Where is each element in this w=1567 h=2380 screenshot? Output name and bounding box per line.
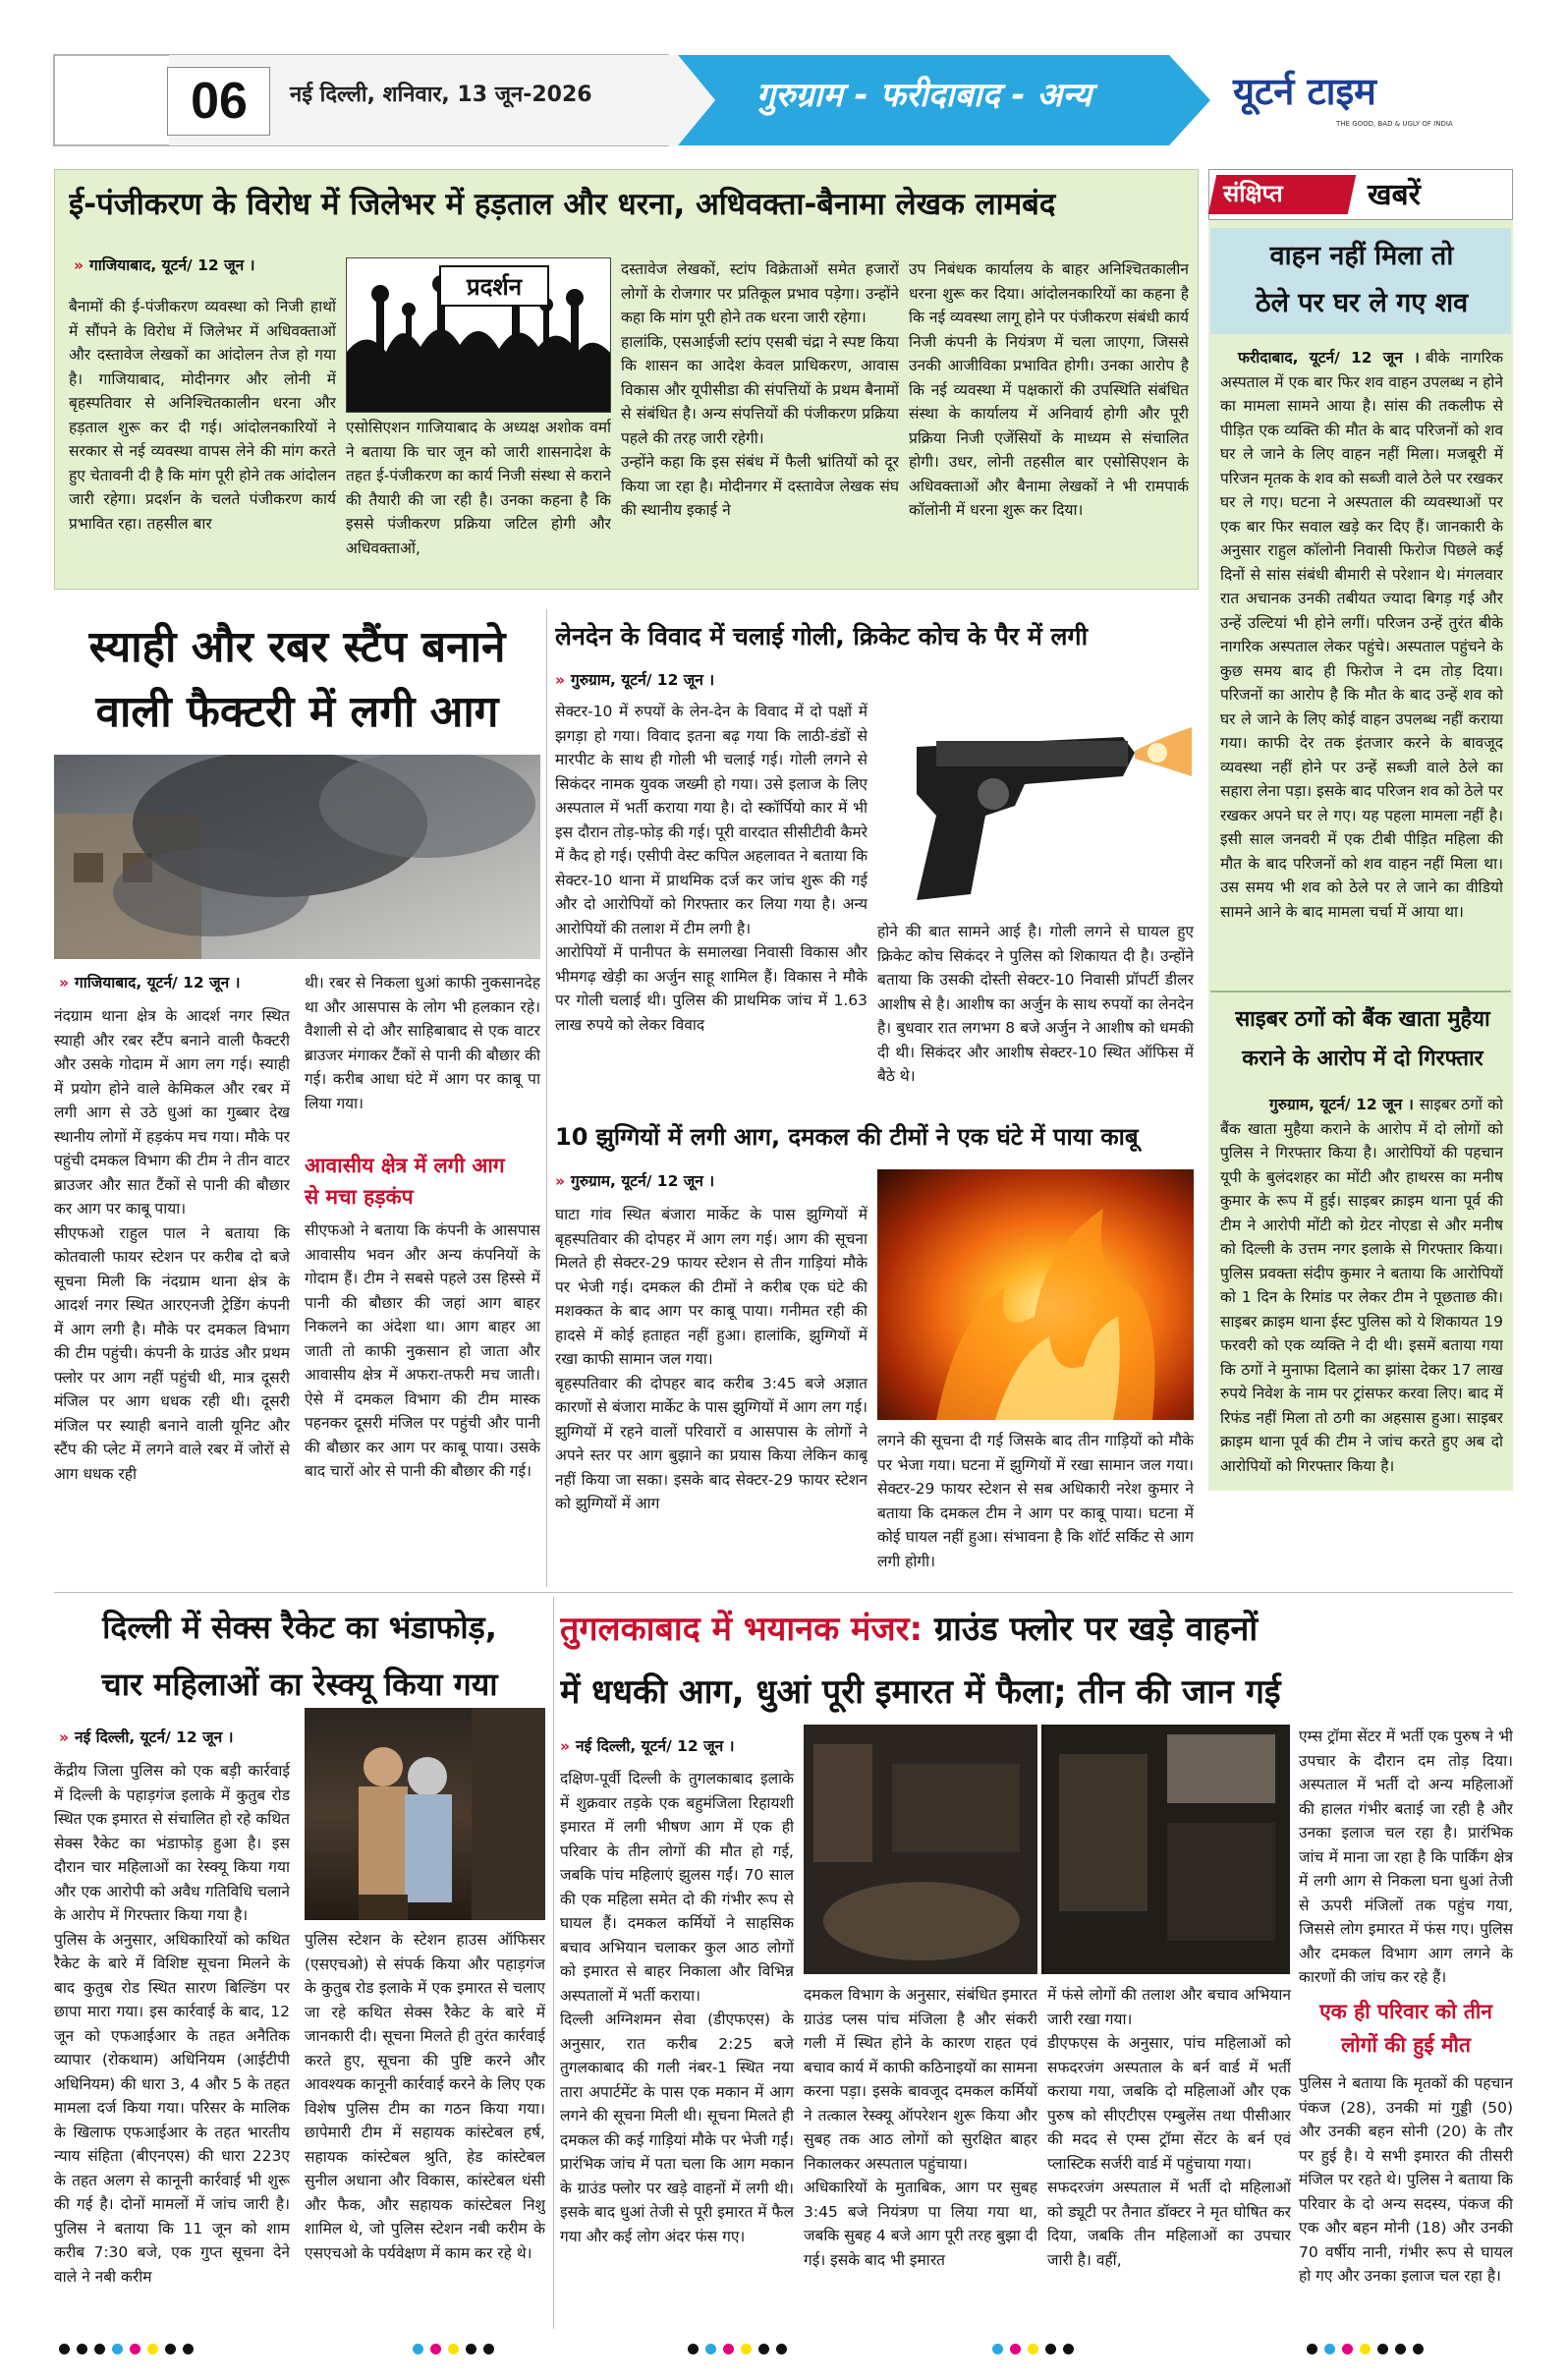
shooting-col2: होने की बात सामने आई है। गोली लगने से घायल हुए क्रिकेट कोच सिकंदर ने पुलिस को शिकायत दी है। उन्होंने बताया कि उसकी दोस्ती सेक्टर-10 निवासी प्रॉपर्टी डीलर आशीष से है। आशीष का अर्जुन के साथ रुपयों का लेनदेन है। बुधवार रात लगभग 8 बजे अर्जुन ने आशीष को धमकी दी थी। सिकंदर और आशीष सेक्टर-10 स्थित ऑफिस में बैठे थे।	[877, 923, 1194, 1085]
racket-col1: केंद्रीय जिला पुलिस को एक बड़ी कार्रवाई में दिल्ली के पहाड़गंज इलाके में कुतुब रोड स्थित एक इमारत से संचालित हो रहे कथित सेक्स रैकेट का भंडाफोड़ हुआ है। इस दौरान चार महिलाओं का रेस्क्यू किया गया और एक आरोपी को अवैध गतिविधि चलाने के आरोप में गिरफ्तार किया गया है। पुलिस के अनुसार, अधिकारियों को कथित रैकेट के बारे में विशिष्ट सूचना मिलने के बाद कुतुब रोड स्थित सारण बिल्डिंग पर छापा मारा गया। इस कार्रवाई के बाद, 12 जून को एफआईआर के तहत अनैतिक व्यापार (रोकथाम) अधिनियम (आईटीपी अधिनियम) की धारा 3, 4 और 5 के तहत मामला दर्ज किया गया। परिसर के मालिक के खिलाफ एफआईआर के तहत भारतीय न्याय संहिता (बीएनएस) की धारा 223ए के तहत अलग से कानूनी कार्रवाई भी शुरू की गई है। दोनों मामलों में जांच जारी है। पुलिस ने बताया कि 11 जून को शाम करीब 7:30 बजे, एक गुप्त सूचना देने वाले ने नबी करीम	[54, 1762, 290, 2286]
tughlakabad-col4: एम्स ट्रॉमा सेंटर में भर्ती एक पुरुष ने भी उपचार के दौरान दम तोड़ दिया। अस्पताल में भर्ती दो अन्य महिलाओं की हालत गंभीर बताई जा रही है और उनका इलाज चल रहा है। प्रारंभिक जांच में माना जा रहा है कि पार्किंग क्षेत्र में लगी आग से निकला घना धुआं तेजी से ऊपरी मंजिलों तक पहुंच गया, जिससे लोग इमारत में फंस गए। पुलिस और दमकल विभाग आग लगने के कारणों की जांच कर रहे हैं।	[1299, 1728, 1513, 1986]
tughlakabad-col3: में फंसे लोगों की तलाश और बचाव अभियान जारी रखा गया। डीएफएस के अनुसार, पांच महिलाओं को सफदरजंग अस्पताल के बर्न वार्ड में भर्ती कराया गया, जबकि दो महिलाओं और एक पुरुष को सीएटीएस एम्बुलेंस तथा पीसीआर की मदद से एम्स ट्रॉमा सेंटर के बर्न एवं प्लास्टिक सर्जरी वार्ड में पहुंचाया गया। सफदरजंग अस्पताल में भर्ती दो महिलाओं को ड्यूटी पर तैनात डॉक्टर ने मृत घोषित कर दिया, जबकि तीन महिलाओं का उपचार जारी है। वहीं,	[1047, 1986, 1291, 2269]
brief2-headline-line2: कराने के आरोप में दो गिरफ्तार	[1242, 1047, 1483, 1071]
brief2-headline-line1: साइबर ठगों को बैंक खाता मुहैया	[1235, 1007, 1490, 1032]
dateline-text: गाजियाबाद, यूटर्न/ 12 जून ।	[75, 974, 241, 992]
factory-fire-col2: थी। रबर से निकला धुआं काफी नुकसानदेह था और आसपास के लोग भी हलकान रहे। वैशाली से दो और साहिबाबाद से एक वाटर ब्राउजर मंगाकर टैंकों से पानी की बौछार की गई। करीब आधा घंटे में आग पर काबू पा लिया गया।	[305, 974, 540, 1112]
dateline-text: नई दिल्ली, यूटर्न/ 12 जून ।	[75, 1728, 234, 1746]
dateline-text: नई दिल्ली, यूटर्न/ 12 जून ।	[576, 1737, 735, 1755]
top-story-col4: उप निबंधक कार्यालय के बाहर अनिश्चितकालीन धरना शुरू कर दिया। आंदोलनकारियों का कहना है कि नई व्यवस्था लागू होने पर पंजीकरण संबंधी कार्य निजी कंपनी के नियंत्रण में चला जाएगा, जिससे उनकी आजीविका प्रभावित होगी। उनका आरोप है कि नई व्यवस्था में पक्षकारों की उपस्थिति संबंधित संस्था के कार्यालय में अनिवार्य होगी और पूरी प्रक्रिया निजी एजेंसियों के माध्यम से संचालित होगी। उधर, लोनी तहसील बार एसोसिएशन के अधिवक्ताओं और बैनामा लेखकों ने भी रामपार्क कॉलोनी में धरना शुरू कर दिया।	[909, 260, 1189, 519]
section-divider	[54, 1592, 1513, 1593]
dateline-text: गुरुग्राम, यूटर्न/ 12 जून ।	[571, 671, 715, 689]
factory-smoke-photo	[54, 755, 540, 959]
top-story-dateline	[74, 254, 254, 275]
top-story-col3: दस्तावेज लेखकों, स्टांप विक्रेताओं समेत हजारों लोगों के रोजगार पर प्रतिकूल प्रभाव पड़ेगा। उन्होंने कहा कि मांग पूरी होने तक धरना जारी रहेगा। हालांकि, एसआईजी स्टांप एसबी चंद्रा ने स्पष्ट किया कि शासन का आदेश केवल प्राधिकरण, आवास विकास और यूपीसीडा की संपत्तियों के प्रथम बैनामों से संबंधित है। अन्य संपत्तियों की पंजीकरण प्रक्रिया पहले की तरह जारी रहेगी। उन्होंने कहा कि इस संबंध में फैली भ्रांतियों को दूर किया जा रहा है। मोदीनगर में दस्तावेज लेखक संघ की स्थानीय इकाई ने	[621, 260, 899, 519]
slum-fire-col2: लगने की सूचना दी गई जिसके बाद तीन गाड़ियों को मौके पर भेजा गया। घटना में झुग्गियों में रखा सामान जल गया। सेक्टर-29 फायर स्टेशन से सब अधिकारी नरेश कुमार ने बताया कि दमकल टीम ने आग पर काबू पाया। घटना में कोई घायल नहीं हुआ। संभावना है कि शॉर्ट सर्किट से आग लगी होगी।	[877, 1432, 1194, 1570]
page-number: 06	[191, 73, 248, 130]
fire-photo	[877, 1169, 1194, 1420]
dateline-text: गुरुग्राम, यूटर्न/ 12 जून ।	[571, 1172, 715, 1190]
factory-fire-subhead-line2: से मचा हड़कंप	[305, 1185, 414, 1209]
racket-headline-line2: चार महिलाओं का रेस्क्यू किया गया	[101, 1666, 498, 1703]
color-registration-marks	[992, 2344, 1074, 2354]
dateline-marker-icon: »	[555, 671, 566, 689]
shooting-col1: सेक्टर-10 में रुपयों के लेन-देन के विवाद में दो पक्षों में झगड़ा हो गया। विवाद इतना बढ़ गया कि लाठी-डंडों से मारपीट के साथ ही गोली भी चलाई गई। गोली लगने से सिकंदर नामक युवक जख्मी हो गया। उसे इलाज के लिए अस्पताल में भर्ती कराया गया है। दो स्कॉर्पियो कार में भी इस दौरान तोड़-फोड़ की गई। पूरी वारदात सीसीटीवी कैमरे में कैद हो गई। एसीपी वेस्ट कपिल अहलावत ने बताया कि सेक्टर-10 थाना में प्राथमिक दर्ज कर जांच शुरू की गई और दो आरोपियों को गिरफ्तार कर लिया गया है। अन्य आरोपियों की तलाश में टीम लगी है। आरोपियों में पानीपत के समालखा निवासी विकास और भीमगढ़ खेड़ी का अर्जुन साहू शामिल हैं। विकास ने मौके पर गोली चलाई थी। पुलिस की प्राथमिक जांच में 1.63 लाख रुपये को लेकर विवाद	[555, 703, 867, 1034]
racket-headline-line1: दिल्ली में सेक्स रैकेट का भंडाफोड़,	[102, 1609, 497, 1646]
top-story-col2: एसोसिएशन गाजियाबाद के अध्यक्ष अशोक वर्मा ने बताया कि चार जून को जारी शासनादेश के तहत ई-पंजीकरण का कार्य निजी संस्था से कराने की तैयारी की जा रही है। उनका कहना है कि इससे पंजीकरण प्रक्रिया जटिल होगी और अधिवक्ताओं,	[346, 419, 611, 557]
tughlakabad-subhead-line2: लोगों की हुई मौत	[1341, 2033, 1471, 2057]
protest-illustration	[346, 257, 611, 413]
brief2-dateline: गुरुग्राम, यूटर्न/ 12 जून ।	[1269, 1096, 1414, 1113]
slum-fire-col1: घाटा गांव स्थित बंजारा मार्केट के पास झुग्गियों में बृहस्पतिवार की दोपहर में आग लग गई। आग की सूचना मिलते ही सेक्टर-29 फायर स्टेशन से तीन गाड़ियां मौके पर भेजी गई। दमकल की टीमों ने करीब एक घंटे की मशक्कत के बाद आग पर काबू पाया। गनीमत रही की हादसे में कोई हताहत नहीं हुआ। हालांकि, झुग्गियों में रखा काफी सामान जल गया। बृहस्पतिवार की दोपहर बाद करीब 3:45 बजे अज्ञात कारणों से बंजारा मार्केट के पास झुग्गियों में आग लग गई। झुग्गियों में रहने वालों परिवारों व आसपास के लोगों ने अपने स्तर पर आग बुझाने का प्रयास किया लेकिन काबू नहीं किया जा सका। इसके बाद सेक्टर-29 फायर स्टेशन को झुग्गियों में आग	[555, 1206, 867, 1512]
burnt-building-graphic	[804, 1725, 1290, 1974]
brief1-headline-line1: वाहन नहीं मिला तो	[1269, 241, 1454, 271]
dateline-marker-icon: »	[555, 1172, 566, 1190]
brief1-body	[1220, 346, 1503, 985]
brief2-body	[1220, 1093, 1503, 1486]
tughlakabad-col1: दक्षिण-पूर्वी दिल्ली के तुगलकाबाद इलाके में शुक्रवार तड़के एक बहुमंजिला रिहायशी इमारत में लगी भीषण आग में एक ही परिवार के तीन लोगों की मौत हो गई, जबकि पांच महिलाएं झुलस गईं। 70 साल की एक महिला समेत दो की गंभीर रूप से घायल हैं। दमकल कर्मियों ने साहसिक बचाव अभियान चलाकर कुल आठ लोगों को इमारत से बाहर निकाला और विभिन्न अस्पतालों में भर्ती कराया। दिल्ली अग्निशमन सेवा (डीएफएस) के अनुसार, रात करीब 2:25 बजे तुगलकाबाद की गली नंबर-1 स्थित नया तारा अपार्टमेंट के पास एक मकान में आग लगने की सूचना मिली थी। सूचना मिलते ही दमकल की कई गाड़ियां मौके पर भेजी गईं। प्रारंभिक जांच में पता चला कि आग मकान के ग्राउंड फ्लोर पर खड़े वाहनों में लगी थी। इसके बाद धुआं तेजी से पूरी इमारत में फैल गया और कई लोग अंदर फंस गए।	[560, 1770, 794, 2245]
factory-fire-headline-line2: वाली फैक्टरी में लगी आग	[95, 687, 499, 737]
color-registration-marks	[1307, 2344, 1424, 2354]
slum-fire-headline: 10 झुग्गियों में लगी आग, दमकल की टीमों ने एक घंटे में पाया काबू	[555, 1123, 1139, 1151]
brief2-text: साइबर ठगों को बैंक खाता मुहैया कराने के आरोप में दो लोगों को पुलिस ने गिरफ्तार किया है। आरोपियों की पहचान यूपी के बुलंदशहर का मोंटी और हाथरस का मनीष कुमार के रूप में हुई। साइबर क्राइम थाना पूर्व की टीम ने आरोपी मोंटी को ग्रेटर नोएडा से और मनीष को दिल्ली के उत्तम नगर इलाके से गिरफ्तार किया। पुलिस प्रवक्ता संदीप कुमार ने बताया कि आरोपियों को 1 दिन के रिमांड पर लेकर टीम ने पूछताछ की। साइबर क्राइम थाना ईस्ट पुलिस को ये शिकायत 19 फरवरी को एक व्यक्ति ने दी थी। इसमें बताया गया कि ठगों ने मुनाफा दिलाने का झांसा देकर 17 लाख रुपये निवेश के नाम पर ट्रांसफर करवा लिए। बाद में रिफंड नहीं मिला तो ठगी का अहसास हुआ। साइबर क्राइम थाना पूर्व की टीम ने जांच करते हुए अब दो आरोपियों को गिरफ्तार किया है।	[1220, 1096, 1503, 1475]
shooting-headline: लेनदेन के विवाद में चलाई गोली, क्रिकेट कोच के पैर में लगी	[555, 622, 1089, 651]
masthead-logo: यूटर्न टाइम	[1233, 70, 1376, 113]
column-rule	[546, 609, 547, 1587]
factory-fire-col2b: सीएफओ ने बताया कि कंपनी के आसपास आवासीय भवन और अन्य कंपनियों के गोदाम हैं। टीम ने सबसे पहले उस हिस्से में पानी की बौछार की जहां आग बाहर निकलने का अंदेशा था। आग बाहर आ जाती तो काफी नुकसान हो जाता और आवासीय क्षेत्र में अफरा-तफरी मच जाती। ऐसे में दमकल विभाग की टीम मास्क पहनकर दूसरी मंजिल पर पहुंची और पानी की बौछार कर आग पर काबू पाया। उसके बाद चारों ओर से पानी की बौछार की गई।	[305, 1221, 540, 1480]
dateline-marker-icon: »	[560, 1737, 571, 1755]
dateline-marker-icon: »	[59, 974, 70, 992]
factory-fire-headline-line1: स्याही और रबर स्टैंप बनाने	[88, 622, 506, 672]
masthead-tagline: THE GOOD, BAD & UGLY OF INDIA	[1336, 120, 1453, 128]
brief-divider	[1210, 991, 1511, 992]
briefs-label-a: संक्षिप्त	[1223, 180, 1283, 207]
flames-icon	[877, 1169, 1194, 1420]
racket-dateline	[59, 1726, 233, 1747]
racket-col2: पुलिस स्टेशन के स्टेशन हाउस ऑफिसर (एसएचओ) से संपर्क किया और पहाड़गंज के कुतुब रोड इलाके में एक इमारत से चलाए जा रहे कथित सेक्स रैकेट के बारे में जानकारी दी। सूचना मिलते ही तुरंत कार्रवाई करते हुए, सूचना की पुष्टि करने और आवश्यक कानूनी कार्रवाई करने के लिए एक विशेष पुलिस टीम का गठन किया गया। छापेमारी टीम में सहायक कांस्टेबल हर्ष, सहायक कांस्टेबल श्रुति, हेड कांस्टेबल सुनील अधाना और विकास, कांस्टेबल धंसी और फैक, और सहायक कांस्टेबल निशु शामिल थे, जो पुलिस स्टेशन नबी करीम के एसएचओ के पर्यवेक्षण में काम कर रहे थे।	[305, 1931, 545, 2262]
factory-fire-col1: नंदग्राम थाना क्षेत्र के आदर्श नगर स्थित स्याही और रबर स्टैंप बनाने वाली फैक्टरी और उसके गोदाम में आग लग गई। स्याही में प्रयोग होने वाले केमिकल और रबर में लगी आग से उठे धुआं का गुब्बार देख स्थानीय लोगों में हड़कंप मच गया। मौके पर पहुंची दमकल विभाग की टीम ने तीन वाटर ब्राउजर और सात टैंकों से पानी की बौछार कर आग पर काबू पाया। सीएफओ राहुल पाल ने बताया कि कोतवाली फायर स्टेशन पर करीब दो बजे सूचना मिली कि नंदग्राम थाना क्षेत्र के आदर्श नगर स्थित आरएनजी ट्रेडिंग कंपनी में आग लगी है। मौके पर दमकल विभाग की टीम पहुंची। कंपनी के ग्राउंड और प्रथम फ्लोर पर आग नहीं पहुंची थी, मात्र दूसरी मंजिल पर आग धधक रही थी। दूसरी मंजिल पर स्याही बनाने वाली यूनिट और स्टैंप की प्लेट में लगने वाले रबर में जोरों से आग धधक रही	[54, 1007, 290, 1483]
dateline-marker-icon: »	[74, 256, 84, 274]
top-story-headline: ई-पंजीकरण के विरोध में जिलेभर में हड़ताल और धरना, अधिवक्ता-बैनामा लेखक लामबंद	[69, 187, 1056, 222]
page-header	[0, 49, 1567, 151]
protest-caption: प्रदर्शन	[466, 273, 523, 301]
shooting-dateline	[555, 668, 714, 690]
brief1-dateline: फरीदाबाद, यूटर्न/ 12 जून ।	[1238, 349, 1420, 367]
burnt-vehicles-photo	[804, 1725, 1290, 1974]
tughlakabad-headline-line2: में धधकी आग, धुआं पूरी इमारत में फैला; तीन की जान गई	[560, 1672, 1281, 1712]
pistol-icon	[877, 668, 1194, 912]
dateline: नई दिल्ली, शनिवार, 13 जून-2026	[290, 83, 592, 107]
factory-fire-subhead-line1: आवासीय क्षेत्र में लगी आग	[305, 1154, 505, 1177]
gun-photo	[877, 668, 1194, 912]
tughlakabad-headline-red: तुगलकाबाद में भयानक मंजर:	[560, 1610, 923, 1649]
tughlakabad-subhead-line1: एक ही परिवार को तीन	[1319, 2000, 1492, 2023]
color-registration-marks	[59, 2344, 194, 2354]
slum-fire-dateline	[555, 1169, 714, 1191]
tughlakabad-col2: दमकल विभाग के अनुसार, संबंधित इमारत ग्राउंड प्लस पांच मंजिला है और संकरी गली में स्थित होने के कारण राहत एवं बचाव कार्य में काफी कठिनाइयों का सामना करना पड़ा। इसके बावजूद दमकल कर्मियों ने तत्काल रेस्क्यू ऑपरेशन शुरू किया और सुबह तक आठ लोगों को सुरक्षित बाहर निकालकर अस्पताल पहुंचाया। अधिकारियों के मुताबिक, आग पर सुबह 3:45 बजे नियंत्रण पा लिया गया था, जबकि सुबह 4 बजे आग पूरी तरह बुझा दी गई। इसके बाद भी इमारत	[804, 1986, 1037, 2269]
smoke-graphic	[54, 755, 540, 959]
tughlakabad-headline-line1	[560, 1600, 1513, 1659]
dateline-marker-icon: »	[59, 1728, 70, 1746]
tughlakabad-headline-black: ग्राउंड फ्लोर पर खड़े वाहनों	[933, 1610, 1259, 1649]
column-rule	[553, 1597, 554, 2329]
police-rescue-photo	[305, 1708, 545, 1920]
police-officer-icon	[305, 1708, 545, 1920]
color-registration-marks	[688, 2344, 787, 2354]
brief1-text: बीके नागरिक अस्पताल में एक बार फिर शव वाहन उपलब्ध न होने का मामला सामने आया है। सांस की तकलीफ से पीड़ित एक व्यक्ति की मौत के बाद परिजनों को शव घर ले जाने के लिए वाहन नहीं मिला। मजबूरी में परिजन मृतक के शव को सब्जी वाले ठेले पर रखकर घर ले गए। घटना ने अस्पताल की व्यवस्थाओं पर एक बार फिर सवाल खड़े कर दिए हैं। जानकारी के अनुसार राहुल कॉलोनी निवासी फिरोज पिछले कई दिनों से सांस संबंधी बीमारी से परेशान थे। मंगलवार रात अचानक उनकी तबीयत ज्यादा बिगड़ गई और उन्हें उल्टियां भी होने लगीं। परिजन उन्हें तुरंत बीके नागरिक अस्पताल लेकर पहुंचे। अस्पताल पहुंचने के कुछ समय बाद ही फिरोज ने दम तोड़ दिया। परिजनों का आरोप है कि मौत के बाद उन्हें शव को घर ले जाने के लिए कोई वाहन उपलब्ध नहीं कराया गया। काफी देर तक इंतजार करने के बावजूद व्यवस्था नहीं होने पर उन्हें सब्जी वाले ठेले का सहारा लेना पड़ा। इसके बाद परिजन शव को ठेले पर रखकर अपने घर ले गए। यह पहला मामला नहीं है। इसी साल जनवरी में एक टीबी पीड़ित महिला की मौत के बाद परिजनों को शव वाहन नहीं मिला था। उस समय भी शव को ठेले पर ले जाने का वीडियो सामने आने के बाद मामला चर्चा में आया था।	[1220, 349, 1503, 921]
tughlakabad-col4b: पुलिस ने बताया कि मृतकों की पहचान पंकज (28), उनकी मां गुड्डी (50) और उनकी बहन सोनी (20) के तौर पर हुई है। ये सभी इमारत की तीसरी मंजिल पर रहते थे। पुलिस ने बताया कि परिवार के दो अन्य सदस्य, पंकज की एक और बहन मोनी (18) और उनकी 70 वर्षीय नानी, गंभीर रूप से घायल हो गए और उनका इलाज चल रहा है।	[1299, 2074, 1513, 2285]
tughlakabad-dateline-visible	[560, 1734, 734, 1756]
top-story-col1: बैनामों की ई-पंजीकरण व्यवस्था को निजी हाथों में सौंपने के विरोध में जिलेभर में अधिवक्ताओं और दस्तावेज लेखकों का आंदोलन तेज हो गया है। गाजियाबाद, मोदीनगर और लोनी में बृहस्पतिवार से अनिश्चितकालीन धरना और हड़ताल शुरू कर दी गई। आंदोलनकारियों ने सरकार से नई व्यवस्था वापस लेने की मांग करते हुए चेतावनी दी है कि मांग पूरी होने तक आंदोलन जारी रहेगा। प्रदर्शन के चलते पंजीकरण कार्य प्रभावित रहा। तहसील बार	[69, 298, 336, 533]
dateline-text: गाजियाबाद, यूटर्न/ 12 जून ।	[89, 256, 255, 274]
section-title: गुरुग्राम - फरीदाबाद - अन्य	[756, 76, 1092, 115]
factory-fire-dateline	[59, 971, 240, 992]
briefs-label-b: खबरें	[1368, 178, 1421, 212]
brief1-headline-line2: ठेले पर घर ले गए शव	[1255, 288, 1469, 318]
color-registration-marks	[413, 2344, 494, 2354]
